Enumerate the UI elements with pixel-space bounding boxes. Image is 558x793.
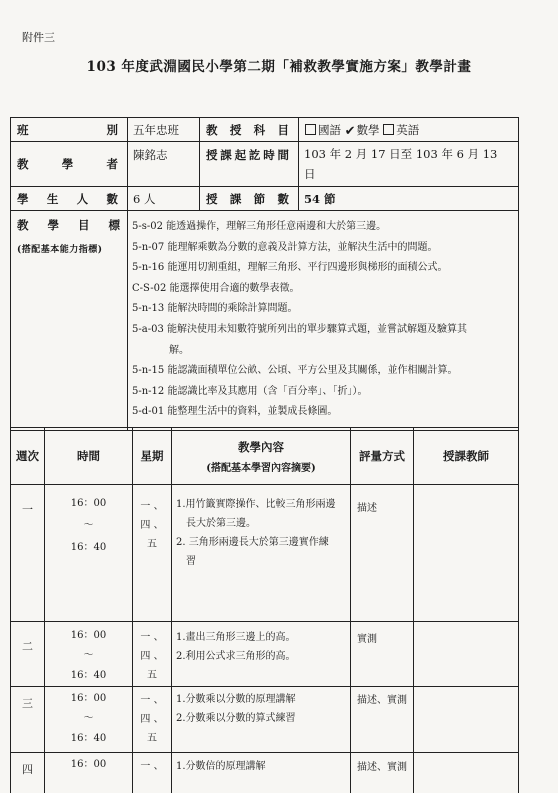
class-value: 五年忠班 xyxy=(128,118,200,142)
sessions-value: 54 節 xyxy=(299,187,519,211)
weekly-plan-table xyxy=(10,427,519,793)
lesson-content: 1.畫出三角形三邊上的高。 2.利用公式求三角形的高。 xyxy=(172,622,351,687)
assigned-teacher xyxy=(414,753,519,793)
class-label: 班 別 xyxy=(11,118,128,142)
week-number: 三 xyxy=(11,687,45,753)
header-time: 時間 xyxy=(45,428,133,485)
goal-item: 5-s-02 能透過操作，理解三角形任意兩邊和大於第三邊。 xyxy=(132,221,387,232)
period-label: 授課起訖時間 xyxy=(200,142,299,187)
goal-item: 5-n-15 能認識面積單位公畝、公頃、平方公里及其關係，並作相關計算。 xyxy=(132,365,458,377)
annex-label: 附件三 xyxy=(22,31,55,44)
subject-option-chinese[interactable]: 國語 xyxy=(305,123,341,137)
weekdays: 一 、 xyxy=(133,753,172,793)
table-row xyxy=(11,622,519,687)
goal-item-continued: 解。 xyxy=(169,344,189,356)
header-weekday: 星期 xyxy=(133,428,172,485)
time-range: 16：00 ～ 16：40 xyxy=(45,485,133,622)
assigned-teacher xyxy=(414,485,519,622)
header-content-subtitle: (搭配基本學習內容摘要) xyxy=(206,462,316,474)
weekdays: 一 、 四 、 五 xyxy=(133,622,172,687)
goals-sublabel: (搭配基本能力指標) xyxy=(17,245,103,255)
lesson-content: 1.用竹籤實際操作、比較三角形兩邊 長大於第三邊。 2. 三角形兩邊長大於第三邊實作練 習 xyxy=(172,485,351,622)
goals-label: 教 學 目 標 xyxy=(17,218,121,232)
goal-item: 5-a-03 能解決使用未知數符號所列出的單步驟算式題，並嘗試解題及驗算其 xyxy=(132,323,467,335)
students-value: 6 人 xyxy=(128,187,200,211)
assigned-teacher xyxy=(414,687,519,753)
checkmark-icon: ✔ xyxy=(344,123,356,139)
teacher-value: 陳銘志 xyxy=(128,142,200,187)
week-number: 四 xyxy=(11,753,45,793)
time-range: 16：00 xyxy=(45,753,133,793)
header-content xyxy=(172,428,351,485)
table-row xyxy=(11,687,519,753)
assessment-method: 描述、實測 xyxy=(351,753,414,793)
goal-item: 5-n-13 能解決時間的乘除計算問題。 xyxy=(132,303,298,315)
header-teacher: 授課教師 xyxy=(414,428,519,485)
lesson-content: 1.分數乘以分數的原理講解 2.分數乘以分數的算式練習 xyxy=(172,687,351,753)
table-row xyxy=(11,485,519,622)
checkbox-unchecked-icon xyxy=(383,124,394,135)
period-value xyxy=(299,142,519,187)
goal-item: C-S-02 能選擇使用合適的數學表徵。 xyxy=(132,282,300,294)
assessment-method: 描述、實測 xyxy=(351,687,414,753)
header-assessment: 評量方式 xyxy=(351,428,414,485)
table-row xyxy=(11,753,519,793)
goal-item: 5-n-16 能運用切割重組，理解三角形、平行四邊形與梯形的面積公式。 xyxy=(132,262,448,274)
checkbox-unchecked-icon xyxy=(305,124,316,135)
time-range: 16：00 ～ 16：40 xyxy=(45,687,133,753)
weekdays: 一 、 四 、 五 xyxy=(133,687,172,753)
period-value-line2: 日 xyxy=(304,167,316,181)
header-content-title: 教學內容 xyxy=(238,439,284,454)
page-title: 103 年度武淵國民小學第二期「補救教學實施方案」教學計畫 xyxy=(86,59,472,75)
week-number: 二 xyxy=(11,622,45,687)
teacher-label: 教 學 者 xyxy=(11,142,128,187)
sessions-label: 授 課 節 數 xyxy=(200,187,299,211)
subject-option-math[interactable]: ✔數學 xyxy=(344,122,380,139)
subject-label: 教 授 科 目 xyxy=(200,118,299,142)
goal-item: 5-n-12 能認識比率及其應用（含「百分率」、「折」）。 xyxy=(132,385,368,397)
subject-option-english[interactable]: 英語 xyxy=(383,123,419,137)
students-label: 學 生 人 數 xyxy=(11,187,128,211)
lesson-content: 1.分數倍的原理講解 xyxy=(172,753,351,793)
weekdays: 一 、 四 、 五 xyxy=(133,485,172,622)
week-number: 一 xyxy=(11,485,45,622)
goals-label-cell xyxy=(11,211,128,431)
period-value-line1: 103 年 2 月 17 日至 103 年 6 月 13 xyxy=(304,147,498,161)
goals-list xyxy=(128,211,519,431)
goal-item: 5-d-01 能整理生活中的資料，並製成長條圖。 xyxy=(132,406,338,418)
goal-item: 5-n-07 能理解乘數為分數的意義及計算方法，並解決生活中的問題。 xyxy=(132,241,438,253)
info-table xyxy=(10,117,519,431)
assessment-method: 描述 xyxy=(351,485,414,622)
assessment-method: 實測 xyxy=(351,622,414,687)
time-range: 16：00 ～ 16：40 xyxy=(45,622,133,687)
subject-options xyxy=(299,118,519,142)
assigned-teacher xyxy=(414,622,519,687)
header-week: 週次 xyxy=(11,428,45,485)
